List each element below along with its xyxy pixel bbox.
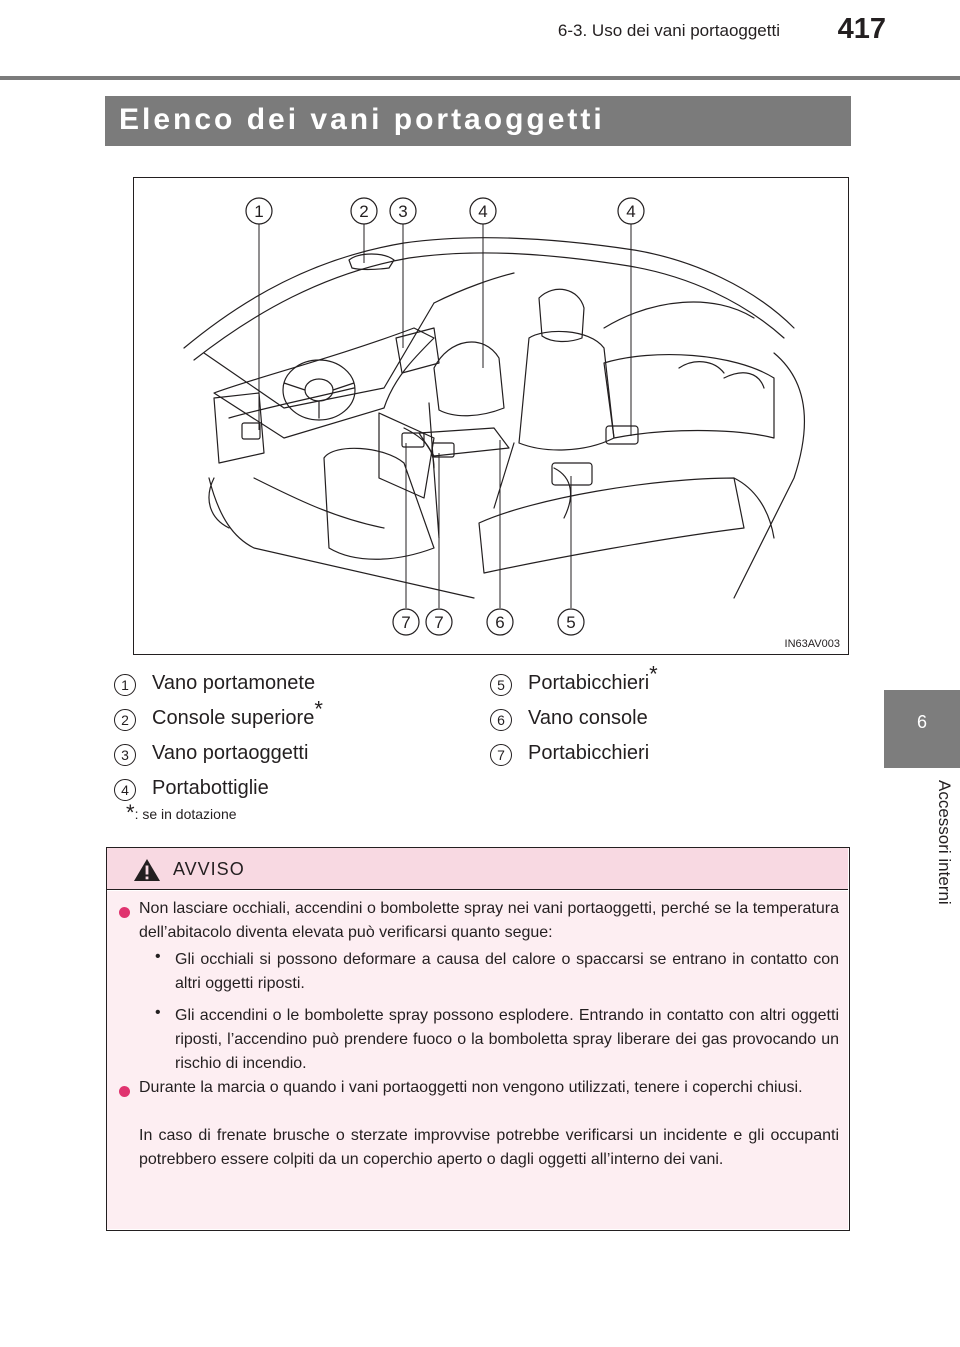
page-header xyxy=(0,0,960,80)
legend-number: 1 xyxy=(114,674,136,696)
legend-label: Portabottiglie xyxy=(152,777,269,799)
legend-number: 4 xyxy=(114,779,136,801)
section-heading-bar xyxy=(105,96,851,146)
legend-number: 3 xyxy=(114,744,136,766)
warning-bullet-2-continued: In caso di frenate brusche o sterzate improvvise potrebbe verificarsi un incidente e gli occupanti potrebbero essere colpiti da un coperchio aperto o dagli oggetti all’interno dei vani. xyxy=(139,1127,839,1168)
footnote-text: : se in dotazione xyxy=(134,806,237,822)
callout-label: 2 xyxy=(359,202,369,221)
sub-bullet-marker: • xyxy=(155,948,161,965)
callout-label: 4 xyxy=(478,202,488,221)
page-title: Elenco dei vani portaoggetti xyxy=(119,103,605,136)
warning-header xyxy=(107,848,848,890)
warning-bullet-1: Non lasciare occhiali, accendini o bombolette spray nei vani portaoggetti, perché se la temperatura dell’abitacolo diventa elevata può verificarsi quanto segue: xyxy=(139,900,839,941)
callout-label: 1 xyxy=(254,202,264,221)
warning-triangle-icon xyxy=(133,858,161,882)
chapter-tab[interactable] xyxy=(884,690,960,768)
legend-star: * xyxy=(649,661,658,687)
legend-label: Vano portamonete xyxy=(152,672,316,694)
bullet-icon xyxy=(119,907,130,918)
callout-label: 7 xyxy=(434,613,444,632)
chapter-title: Accessori interni xyxy=(935,780,954,905)
callout-label: 5 xyxy=(566,613,576,632)
sub-bullet-marker: • xyxy=(155,1004,161,1021)
bullet-icon xyxy=(119,1086,130,1097)
footnote xyxy=(126,800,237,825)
header-rule xyxy=(0,76,960,80)
callout-label: 4 xyxy=(626,202,636,221)
car-interior-figure xyxy=(133,177,849,655)
callout-label: 6 xyxy=(495,613,505,632)
chapter-number: 6 xyxy=(916,712,927,732)
legend-star: * xyxy=(314,696,323,722)
legend-label: Portabicchieri xyxy=(528,672,650,694)
legend-number: 7 xyxy=(490,744,512,766)
warning-sub-bullet-1: Gli occhiali si possono deformare a causa del calore o spaccarsi se entrano in contatto con altri oggetti riposti. xyxy=(175,951,839,992)
warning-title: AVVISO xyxy=(173,859,245,879)
legend-label: Portabicchieri xyxy=(528,742,650,764)
legend-number: 2 xyxy=(114,709,136,731)
legend-label: Console superiore xyxy=(152,707,315,729)
warning-body xyxy=(107,891,848,1229)
warning-bullet-2: Durante la marcia o quando i vani portaoggetti non vengono utilizzati, tenere i coperchi chiusi. xyxy=(139,1079,803,1096)
footnote-star: * xyxy=(126,800,135,825)
figure-code: IN63AV003 xyxy=(784,638,840,650)
section-title: 6-3. Uso dei vani portaoggetti xyxy=(557,21,780,40)
warning-sub-bullet-2: Gli accendini o le bombolette spray possono esplodere. Entrando in contatto con altri oggetti riposti, l’accendino può prendere fuoco o la bomboletta spray liberare dei gas provocando un rischio di incendio. xyxy=(175,1007,839,1072)
car-interior-illustration xyxy=(134,178,850,656)
legend-label: Vano console xyxy=(528,707,648,729)
callout-label: 3 xyxy=(398,202,408,221)
callout-label: 7 xyxy=(401,613,411,632)
legend-number: 6 xyxy=(490,709,512,731)
page-number: 417 xyxy=(837,13,886,45)
legend-number: 5 xyxy=(490,674,512,696)
legend-label: Vano portaoggetti xyxy=(152,742,309,764)
warning-box xyxy=(106,847,850,1231)
